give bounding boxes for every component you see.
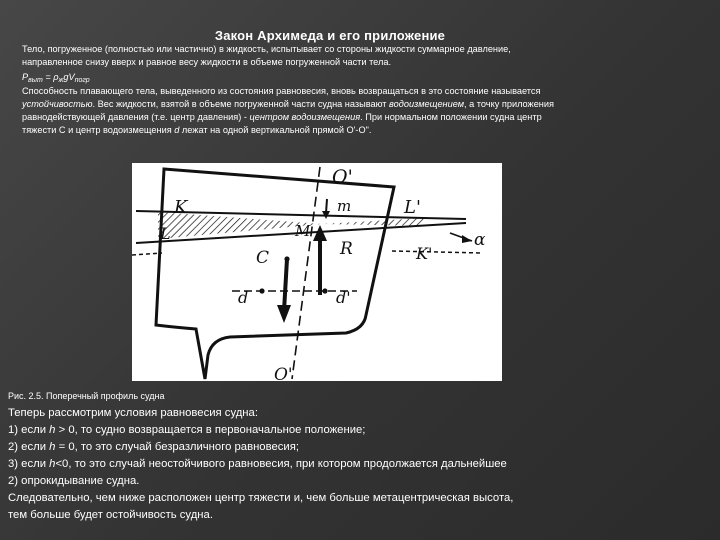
conditions-intro: Теперь рассмотрим условия равновесия судна:: [8, 407, 258, 419]
label-m-center: M: [295, 222, 311, 240]
stability-line-2: устойчивостью. Вес жидкости, взятой в объеме погруженной части судна называют водоизмещением, а точку приложения: [22, 99, 554, 109]
condition-3-continued: 2) опрокидывание судна.: [8, 475, 140, 487]
label-k-prime: K': [416, 244, 433, 263]
condition-1: 1) если h > 0, то судно возвращается в первоначальное положение;: [8, 424, 366, 436]
stability-term: устойчивостью: [22, 99, 93, 109]
label-o-top: O': [332, 166, 353, 188]
stability-line-3: равнодействующей давления (т.е. центр давления) - центром водоизмещения. При нормальном положении судна центр: [22, 112, 542, 122]
label-l-prime: L': [404, 197, 421, 218]
label-c: C: [256, 248, 270, 268]
hull-outline: [156, 169, 394, 379]
centerline: [292, 167, 320, 379]
label-o-bottom: O': [274, 365, 293, 381]
label-l: L: [160, 224, 171, 243]
displacement-term: водоизмещением: [389, 99, 465, 109]
ship-profile-figure: [132, 163, 502, 381]
immersed-wedge: [322, 218, 424, 226]
archimedes-formula: $P_{выт} = \rho_жgV_{погр}$: [22, 72, 90, 84]
label-d-prime: d': [336, 288, 351, 307]
intro-line-2: направленное снизу вверх и равное весу жидкости в объеме погруженной части тела.: [22, 57, 392, 67]
conclusion-line-1: Следовательно, чем ниже расположен центр тяжести и, чем больше метацентрическая высота,: [8, 492, 514, 504]
weight-arrow-head: [277, 305, 291, 323]
slide-title: Закон Архимеда и его приложение: [214, 28, 446, 43]
conclusion-line-2: тем больше будет остойчивость судна.: [8, 509, 213, 521]
stability-line-1: Способность плавающего тела, выведенного из состояния равновесия, вновь возвращаться в это состояние называется: [22, 86, 541, 96]
intro-line-1: Тело, погруженное (полностью или частично) в жидкость, испытывает со стороны жидкости суммарное давление,: [22, 44, 511, 54]
ship-profile-diagram: [132, 163, 502, 381]
stability-line-4: тяжести C и центр водоизмещения d лежат на одной вертикальной прямой O'-O".: [22, 125, 372, 135]
label-m: m: [337, 197, 352, 215]
label-d: d: [238, 288, 249, 307]
label-k: K: [174, 197, 188, 218]
figure-caption: Рис. 2.5. Поперечный профиль судна: [8, 391, 165, 401]
center-term: центром водоизмещения: [249, 112, 361, 122]
condition-3: 3) если h<0, то это случай неостойчивого равновесия, при котором продолжается дальнейшее: [8, 458, 507, 470]
label-alpha: α: [474, 230, 486, 250]
label-r: R: [340, 239, 353, 259]
condition-2: 2) если h = 0, то это случай безразличного равновесия;: [8, 441, 299, 453]
